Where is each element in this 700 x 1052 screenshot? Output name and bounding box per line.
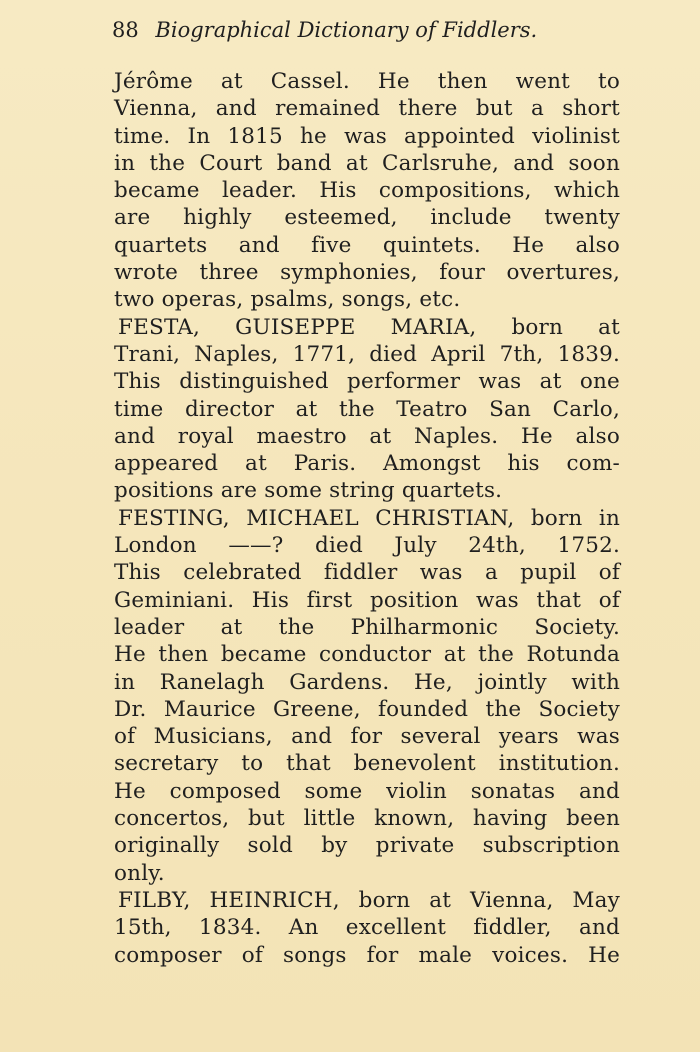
body-text (114, 68, 620, 969)
running-header (112, 18, 537, 42)
text-line: composer of songs for male voices. He (114, 942, 620, 968)
text-line: in the Court band at Carlsruhe, and soon (114, 150, 620, 176)
text-line: This distinguished performer was at one (114, 369, 620, 395)
text-line: only. (114, 860, 165, 886)
text-line: Trani, Naples, 1771, died April 7th, 1839. (114, 341, 620, 367)
text-line: leader at the Philharmonic Society. (114, 614, 620, 640)
text-line: Geminiani. His first position was that of (114, 587, 620, 613)
entry-heading-line: FILBY, HEINRICH, born at Vienna, May (118, 887, 620, 913)
text-line: wrote three symphonies, four overtures, (114, 260, 620, 286)
text-line: concertos, but little known, having been (114, 806, 620, 832)
text-line: quartets and five quintets. He also (114, 232, 620, 258)
text-line: He then became conductor at the Rotunda (114, 642, 620, 668)
running-title: Biographical Dictionary of Fiddlers. (155, 18, 538, 42)
text-line: Dr. Maurice Greene, founded the Society (114, 696, 620, 722)
text-line: positions are some string quartets. (114, 478, 503, 504)
text-line: secretary to that benevolent institution. (114, 751, 620, 777)
text-line: time. In 1815 he was appointed violinist (114, 123, 620, 149)
text-line: Jérôme at Cassel. He then went to (114, 69, 620, 94)
text-line: time director at the Teatro San Carlo, (114, 396, 620, 422)
entry-heading-line: FESTING, MICHAEL CHRISTIAN, born in (118, 505, 620, 531)
text-line: appeared at Paris. Amongst his com- (114, 451, 620, 477)
text-line: two operas, psalms, songs, etc. (114, 287, 461, 313)
text-line: He composed some violin sonatas and (114, 778, 620, 804)
text-line: Vienna, and remained there but a short (114, 96, 620, 122)
text-line: of Musicians, and for several years was (114, 724, 620, 750)
text-line: and royal maestro at Naples. He also (114, 423, 620, 449)
text-line: are highly esteemed, include twenty (114, 205, 620, 231)
text-line: originally sold by private subscription (114, 833, 620, 859)
text-line: 15th, 1834. An excellent fiddler, and (114, 915, 620, 941)
entry-heading-line: FESTA, GUISEPPE MARIA, born at (118, 314, 620, 340)
text-line: became leader. His compositions, which (114, 178, 620, 204)
page-number: 88 (112, 18, 139, 42)
text-line: This celebrated fiddler was a pupil of (114, 560, 620, 586)
text-line: London ——? died July 24th, 1752. (114, 533, 620, 559)
text-line: in Ranelagh Gardens. He, jointly with (114, 669, 620, 695)
